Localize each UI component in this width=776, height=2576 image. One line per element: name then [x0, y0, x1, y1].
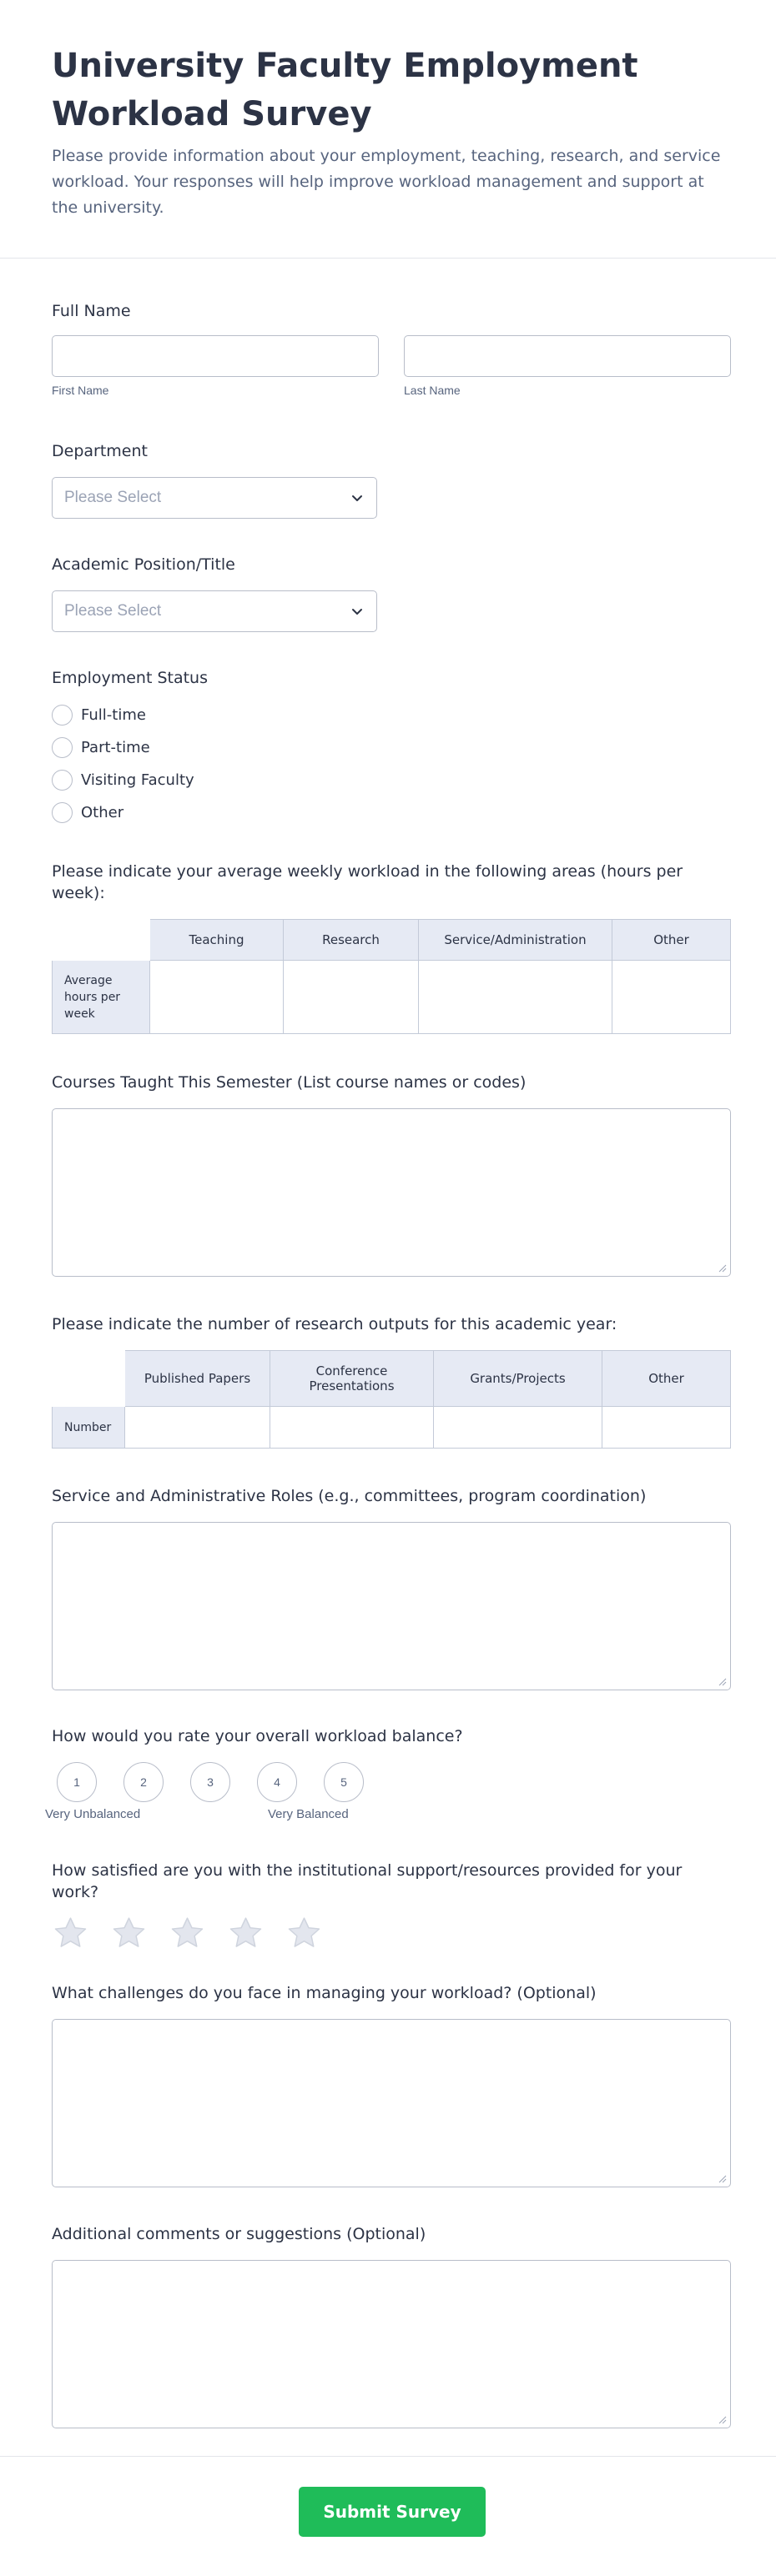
page-title: University Faculty Employment Workload Survey: [52, 47, 638, 133]
matrix-column-header: Other: [612, 919, 731, 961]
challenges-label: What challenges do you face in managing your workload? (Optional): [52, 1984, 597, 2002]
matrix-cell-input[interactable]: [602, 1407, 731, 1449]
position-field: [52, 554, 731, 632]
service-field: [52, 1485, 731, 1690]
scale-option-3[interactable]: 3: [190, 1762, 230, 1802]
matrix-corner: [52, 919, 150, 961]
radio-circle[interactable]: [52, 705, 73, 726]
chevron-down-icon: [350, 604, 365, 619]
matrix-column-header: Research: [284, 919, 419, 961]
matrix-column-header: Conference Presentations: [270, 1350, 434, 1407]
position-select[interactable]: [52, 590, 377, 632]
resize-grip-icon[interactable]: [718, 2175, 727, 2183]
service-textarea[interactable]: [52, 1522, 731, 1690]
star-icon[interactable]: [227, 1915, 265, 1952]
matrix-row-header: Average hours per week: [52, 961, 150, 1034]
star-icon[interactable]: [52, 1915, 89, 1952]
scale-high-label: Very Balanced: [268, 1807, 349, 1821]
form-footer: [0, 2456, 776, 2576]
balance-label: How would you rate your overall workload balance?: [52, 1727, 463, 1745]
position-placeholder: Please Select: [64, 602, 162, 620]
scale-option-4[interactable]: 4: [257, 1762, 297, 1802]
last-name-input[interactable]: [404, 335, 731, 377]
challenges-field: [52, 1982, 731, 2187]
comments-textarea[interactable]: [52, 2260, 731, 2428]
research-matrix: [52, 1350, 731, 1449]
radio-label: Other: [81, 804, 124, 821]
radio-option-visiting-faculty[interactable]: [52, 764, 731, 796]
challenges-textarea[interactable]: [52, 2019, 731, 2187]
radio-option-other[interactable]: [52, 796, 731, 829]
full-name-label: Full Name: [52, 302, 131, 320]
matrix-row-header: Number: [52, 1407, 125, 1449]
resize-grip-icon[interactable]: [718, 1678, 727, 1686]
resize-grip-icon[interactable]: [718, 2416, 727, 2424]
matrix-cell-input[interactable]: [125, 1407, 270, 1449]
matrix-column-header: Published Papers: [125, 1350, 270, 1407]
matrix-cell-input[interactable]: [150, 961, 284, 1034]
submit-button[interactable]: Submit Survey: [299, 2487, 486, 2537]
last-name-sublabel: Last Name: [404, 384, 461, 397]
matrix-cell-input[interactable]: [270, 1407, 434, 1449]
workload-matrix: [52, 919, 731, 1034]
star-icon[interactable]: [110, 1915, 148, 1952]
research-matrix-label: Please indicate the number of research outputs for this academic year:: [52, 1315, 617, 1333]
matrix-cell-input[interactable]: [284, 961, 419, 1034]
employment-status-label: Employment Status: [52, 669, 208, 687]
star-icon[interactable]: [169, 1915, 206, 1952]
department-placeholder: Please Select: [64, 489, 162, 506]
page-description: Please provide information about your employment, teaching, research, and service workload. Your responses will help improve workload management and support at the university.: [52, 147, 721, 217]
comments-label: Additional comments or suggestions (Optional): [52, 2225, 426, 2243]
form-header: [0, 0, 776, 259]
service-label: Service and Administrative Roles (e.g., committees, program coordination): [52, 1487, 647, 1505]
radio-circle[interactable]: [52, 770, 73, 791]
matrix-column-header: Other: [602, 1350, 731, 1407]
balance-scale: [43, 1762, 731, 1802]
department-select[interactable]: [52, 477, 377, 519]
star-icon[interactable]: [285, 1915, 323, 1952]
courses-textarea[interactable]: [52, 1108, 731, 1277]
scale-option-1[interactable]: 1: [57, 1762, 97, 1802]
first-name-input[interactable]: [52, 335, 379, 377]
radio-label: Visiting Faculty: [81, 771, 194, 789]
department-label: Department: [52, 442, 148, 460]
star-rating: [52, 1915, 731, 1952]
full-name-field: [52, 300, 731, 397]
matrix-cell-input[interactable]: [419, 961, 612, 1034]
matrix-corner: [52, 1350, 125, 1407]
employment-status-field: [52, 667, 731, 829]
scale-option-5[interactable]: 5: [324, 1762, 364, 1802]
satisfaction-label: How satisfied are you with the institutional support/resources provided for your work?: [52, 1861, 683, 1901]
matrix-column-header: Teaching: [150, 919, 284, 961]
matrix-cell-input[interactable]: [612, 961, 731, 1034]
workload-matrix-field: [52, 861, 731, 1034]
courses-field: [52, 1072, 731, 1277]
courses-label: Courses Taught This Semester (List course names or codes): [52, 1073, 527, 1092]
resize-grip-icon[interactable]: [718, 1264, 727, 1273]
matrix-cell-input[interactable]: [434, 1407, 602, 1449]
scale-low-label: Very Unbalanced: [45, 1807, 141, 1821]
matrix-column-header: Grants/Projects: [434, 1350, 602, 1407]
radio-option-part-time[interactable]: [52, 731, 731, 764]
comments-field: [52, 2223, 731, 2428]
satisfaction-field: [52, 1860, 731, 1952]
scale-option-2[interactable]: 2: [123, 1762, 164, 1802]
radio-option-full-time[interactable]: [52, 699, 731, 731]
radio-circle[interactable]: [52, 737, 73, 758]
balance-field: [45, 1725, 731, 1824]
department-field: [52, 440, 731, 519]
chevron-down-icon: [350, 490, 365, 505]
radio-circle[interactable]: [52, 802, 73, 823]
matrix-column-header: Service/Administration: [419, 919, 612, 961]
research-matrix-field: [52, 1313, 731, 1449]
workload-matrix-label: Please indicate your average weekly workload in the following areas (hours per week):: [52, 862, 683, 902]
first-name-sublabel: First Name: [52, 384, 109, 397]
radio-label: Full-time: [81, 706, 146, 724]
radio-label: Part-time: [81, 739, 150, 756]
position-label: Academic Position/Title: [52, 555, 235, 574]
